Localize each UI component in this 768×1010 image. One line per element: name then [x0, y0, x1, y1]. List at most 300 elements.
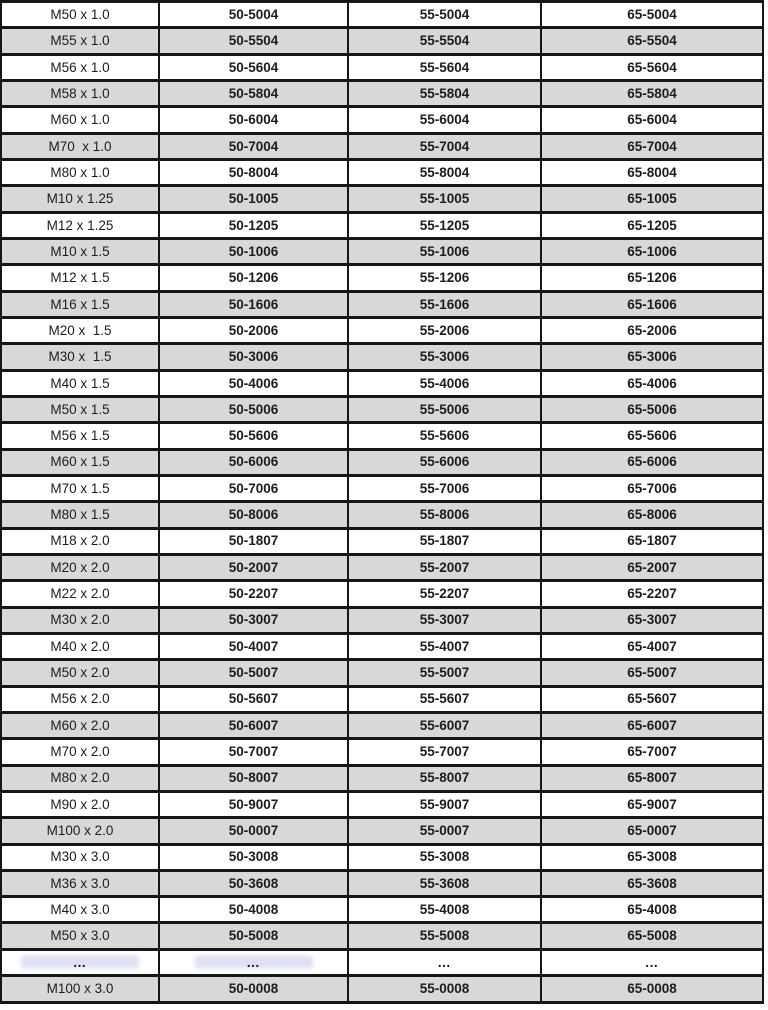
cell-text: 55-4008	[419, 902, 470, 918]
cell-text: M60 x 2.0	[50, 717, 110, 733]
cell-text: M56 x 1.0	[50, 59, 110, 75]
cell-text: 50-8006	[228, 507, 279, 523]
cell-text: 65-2006	[627, 322, 677, 338]
cell-text: 50-5606	[228, 428, 279, 444]
table-row	[1, 186, 763, 212]
cell-text: 50-1807	[228, 533, 279, 549]
part-number-65-cell	[541, 844, 763, 870]
part-number-65-cell	[541, 502, 763, 528]
cell-text: 50-5008	[228, 928, 279, 944]
cell-text: …	[437, 954, 452, 970]
table-row	[1, 396, 763, 422]
cell-text: M10 x 1.5	[50, 243, 110, 259]
cell-text: M16 x 1.5	[50, 296, 110, 312]
table-row	[1, 870, 763, 896]
thread-size-cell	[1, 159, 159, 185]
cell-text: 55-2207	[419, 586, 470, 602]
cell-text: 65-5007	[627, 665, 677, 681]
part-number-50-cell	[159, 870, 348, 896]
part-number-50-cell	[159, 581, 348, 607]
part-number-65-cell	[541, 54, 763, 80]
thread-size-cell	[1, 739, 159, 765]
part-number-65-cell	[541, 607, 763, 633]
part-number-55-cell	[348, 423, 541, 449]
thread-size-cell	[1, 712, 159, 738]
cell-text: 55-5504	[419, 33, 470, 49]
thread-size-cell	[1, 370, 159, 396]
cell-text: 65-5504	[627, 33, 677, 49]
part-number-55-cell	[348, 581, 541, 607]
table-row	[1, 28, 763, 54]
thread-size-cell	[1, 2, 159, 28]
part-number-55-cell	[348, 344, 541, 370]
part-number-65-cell	[541, 528, 763, 554]
part-number-50-cell	[159, 528, 348, 554]
cell-text: …	[246, 954, 261, 970]
cell-text: 55-5004	[419, 6, 470, 22]
part-number-65-cell	[541, 870, 763, 896]
part-number-50-cell	[159, 739, 348, 765]
cell-text: 50-5004	[228, 6, 279, 22]
part-number-50-cell	[159, 660, 348, 686]
part-number-50-cell	[159, 80, 348, 106]
table-row	[1, 133, 763, 159]
cell-text: 55-5008	[419, 928, 470, 944]
table-row	[1, 423, 763, 449]
part-number-65-cell	[541, 581, 763, 607]
part-number-50-cell	[159, 291, 348, 317]
cell-text: 65-1006	[627, 243, 677, 259]
cell-text: M70 x 2.0	[50, 744, 110, 760]
cell-text: 50-1006	[228, 243, 279, 259]
cell-text: 50-8007	[228, 770, 279, 786]
part-number-65-cell	[541, 2, 763, 28]
cell-text: M12 x 1.5	[50, 270, 110, 286]
part-number-65-cell	[541, 370, 763, 396]
cell-text: M20 x 2.0	[50, 559, 110, 575]
part-number-55-cell	[348, 686, 541, 712]
part-number-50-cell	[159, 475, 348, 501]
cell-text: 50-1206	[228, 270, 279, 286]
cell-text: 65-3608	[627, 875, 677, 891]
cell-text: M10 x 1.25	[46, 191, 114, 207]
thread-size-cell	[1, 502, 159, 528]
cell-text: 65-6006	[627, 454, 677, 470]
cell-text: 55-3608	[419, 875, 470, 891]
part-number-55-cell	[348, 317, 541, 343]
part-number-65-cell	[541, 712, 763, 738]
cell-text: 55-7006	[419, 480, 470, 496]
thread-size-cell	[1, 291, 159, 317]
table-row	[1, 554, 763, 580]
table-row	[1, 660, 763, 686]
cell-text: 65-5006	[627, 401, 677, 417]
part-number-55-cell	[348, 528, 541, 554]
part-number-50-cell	[159, 238, 348, 264]
cell-text: 50-2207	[228, 586, 279, 602]
cell-text: M50 x 1.0	[50, 6, 110, 22]
part-number-65-cell	[541, 159, 763, 185]
cell-text: M60 x 1.0	[50, 112, 110, 128]
cell-text: 50-0008	[228, 981, 279, 997]
cell-text: 50-4006	[228, 375, 279, 391]
thread-size-cell	[1, 475, 159, 501]
cell-text: 65-5804	[627, 85, 677, 101]
part-number-50-cell	[159, 897, 348, 923]
cell-text: 50-5604	[228, 59, 279, 75]
cell-text: M70 x 1.5	[50, 480, 110, 496]
part-number-65-cell	[541, 265, 763, 291]
part-number-65-cell	[541, 80, 763, 106]
cell-text: 55-8004	[419, 164, 470, 180]
part-number-50-cell	[159, 370, 348, 396]
cell-text: M80 x 2.0	[50, 770, 110, 786]
cell-text: …	[644, 954, 660, 970]
cell-text: 65-5607	[627, 691, 677, 707]
part-number-55-cell	[348, 660, 541, 686]
cell-text: 50-5007	[228, 665, 279, 681]
cell-text: M30 x 2.0	[50, 612, 110, 628]
table-row	[1, 791, 763, 817]
part-number-50-cell	[159, 976, 348, 1003]
cell-text: 50-7007	[228, 744, 279, 760]
part-number-65-cell	[541, 186, 763, 212]
part-number-65-cell	[541, 133, 763, 159]
cell-text: 55-4007	[419, 638, 470, 654]
part-number-50-cell	[159, 423, 348, 449]
thread-size-cell	[1, 528, 159, 554]
thread-size-cell	[1, 238, 159, 264]
part-number-65-cell	[541, 897, 763, 923]
part-number-55-cell	[348, 844, 541, 870]
table-row	[1, 607, 763, 633]
part-number-55-cell	[348, 133, 541, 159]
thread-size-cell	[1, 870, 159, 896]
part-number-65-cell	[541, 791, 763, 817]
part-number-55-cell	[348, 739, 541, 765]
cell-text: 55-8007	[419, 770, 470, 786]
part-number-55-cell	[348, 502, 541, 528]
part-number-50-cell	[159, 265, 348, 291]
part-number-65-cell	[541, 344, 763, 370]
table-row	[1, 449, 763, 475]
part-number-50-cell	[159, 133, 348, 159]
part-number-65-cell	[541, 660, 763, 686]
part-number-65-cell	[541, 449, 763, 475]
part-number-55-cell	[348, 923, 541, 949]
table-row	[1, 475, 763, 501]
table-row	[1, 581, 763, 607]
thread-size-cell	[1, 686, 159, 712]
cell-text: 65-2207	[627, 586, 677, 602]
cell-text: 55-7004	[419, 138, 470, 154]
cell-text: M12 x 1.25	[46, 217, 114, 233]
cell-text: M18 x 2.0	[50, 533, 110, 549]
cell-text: 50-5006	[228, 401, 279, 417]
part-number-50-cell	[159, 186, 348, 212]
part-number-50-cell	[159, 791, 348, 817]
cell-text: 65-0008	[627, 981, 677, 997]
cell-text: 55-1206	[419, 270, 470, 286]
part-number-65-cell	[541, 976, 763, 1003]
thread-size-cell	[1, 844, 159, 870]
part-number-55-cell	[348, 897, 541, 923]
part-number-50-cell	[159, 317, 348, 343]
cell-text: 65-9007	[627, 796, 677, 812]
part-number-55-cell	[348, 2, 541, 28]
cell-text: 65-2007	[627, 559, 677, 575]
part-number-55-cell	[348, 159, 541, 185]
part-number-55-cell	[348, 186, 541, 212]
table-row	[1, 2, 763, 28]
cell-text: M80 x 1.5	[50, 507, 110, 523]
thread-size-cell	[1, 976, 159, 1003]
ellipsis-row	[1, 949, 763, 975]
cell-text: 50-6004	[228, 112, 279, 128]
part-number-55-cell	[348, 370, 541, 396]
cell-text: 50-5504	[228, 33, 279, 49]
table-row	[1, 818, 763, 844]
part-number-50-cell	[159, 107, 348, 133]
part-number-50-cell	[159, 633, 348, 659]
cell-text: 55-6006	[419, 454, 470, 470]
table-row	[1, 317, 763, 343]
table-row	[1, 159, 763, 185]
part-number-50-cell	[159, 159, 348, 185]
table-row	[1, 265, 763, 291]
cell-text: M20 x 1.5	[48, 322, 112, 338]
cell-text: 65-8007	[627, 770, 677, 786]
table-row	[1, 686, 763, 712]
table-row	[1, 291, 763, 317]
cell-text: 50-9007	[228, 796, 279, 812]
part-number-50-cell	[159, 923, 348, 949]
cell-text: 50-3008	[228, 849, 279, 865]
part-number-65-cell	[541, 317, 763, 343]
part-number-50-cell	[159, 502, 348, 528]
cell-text: M100 x 3.0	[46, 981, 114, 997]
part-number-65-cell	[541, 554, 763, 580]
thread-size-cell	[1, 54, 159, 80]
part-number-55-cell	[348, 291, 541, 317]
cell-text: M70 x 1.0	[48, 138, 112, 154]
table-row	[1, 80, 763, 106]
table-row	[1, 212, 763, 238]
cell-text: M56 x 2.0	[50, 691, 110, 707]
table-row	[1, 54, 763, 80]
thread-size-cell	[1, 317, 159, 343]
thread-size-cell	[1, 396, 159, 422]
thread-size-cell	[1, 897, 159, 923]
thread-size-cell	[1, 107, 159, 133]
cell-text: 50-1205	[228, 217, 279, 233]
part-number-55-cell	[348, 633, 541, 659]
part-number-50-cell	[159, 949, 348, 975]
thread-size-cell	[1, 423, 159, 449]
cell-text: 50-2007	[228, 559, 279, 575]
part-number-65-cell	[541, 291, 763, 317]
thread-size-cell	[1, 186, 159, 212]
part-number-50-cell	[159, 2, 348, 28]
cell-text: 65-3006	[627, 349, 677, 365]
cell-text: M100 x 2.0	[46, 823, 114, 839]
cell-text: 65-8004	[627, 164, 677, 180]
part-number-55-cell	[348, 554, 541, 580]
part-number-50-cell	[159, 54, 348, 80]
part-number-55-cell	[348, 607, 541, 633]
table-row	[1, 528, 763, 554]
thread-size-cell	[1, 581, 159, 607]
cell-text: M40 x 1.5	[50, 375, 110, 391]
part-number-55-cell	[348, 54, 541, 80]
part-number-65-cell	[541, 107, 763, 133]
cell-text: 65-1206	[627, 270, 677, 286]
cell-text: 50-2006	[228, 322, 279, 338]
cell-text: 65-0007	[627, 823, 677, 839]
part-number-50-cell	[159, 844, 348, 870]
cell-text: M40 x 3.0	[50, 902, 110, 918]
cell-text: 55-8006	[419, 507, 470, 523]
cell-text: 55-0008	[419, 981, 470, 997]
part-number-55-cell	[348, 976, 541, 1003]
cell-text: 55-7007	[419, 744, 470, 760]
cell-text: 55-5607	[419, 691, 470, 707]
cell-text: M22 x 2.0	[50, 586, 110, 602]
cell-text: 55-4006	[419, 375, 470, 391]
thread-size-cell	[1, 791, 159, 817]
part-number-50-cell	[159, 765, 348, 791]
cell-text: 65-7004	[627, 138, 677, 154]
thread-size-cell	[1, 923, 159, 949]
table-row	[1, 976, 763, 1003]
cell-text: 65-4006	[627, 375, 677, 391]
cell-text: 55-9007	[419, 796, 470, 812]
part-number-50-cell	[159, 686, 348, 712]
cell-text: 50-6006	[228, 454, 279, 470]
cell-text: 65-5606	[627, 428, 677, 444]
cell-text: 65-5604	[627, 59, 677, 75]
cell-text: 55-3007	[419, 612, 470, 628]
part-number-65-cell	[541, 765, 763, 791]
cell-text: 50-4007	[228, 638, 279, 654]
part-number-55-cell	[348, 238, 541, 264]
cell-text: 65-1005	[627, 191, 677, 207]
part-number-65-cell	[541, 423, 763, 449]
thread-size-cell	[1, 133, 159, 159]
part-number-65-cell	[541, 633, 763, 659]
part-number-55-cell	[348, 396, 541, 422]
thread-size-cell	[1, 80, 159, 106]
part-number-65-cell	[541, 818, 763, 844]
cell-text: 65-6004	[627, 112, 677, 128]
part-number-65-cell	[541, 739, 763, 765]
cell-text: 50-8004	[228, 164, 279, 180]
thread-size-cell	[1, 765, 159, 791]
table-row	[1, 923, 763, 949]
table-row	[1, 107, 763, 133]
cell-text: 65-4007	[627, 638, 677, 654]
part-number-50-cell	[159, 28, 348, 54]
cell-text: 65-7007	[627, 744, 677, 760]
cell-text: 55-5007	[419, 665, 470, 681]
thread-size-cell	[1, 660, 159, 686]
cell-text: 65-3007	[627, 612, 677, 628]
thread-size-cell	[1, 949, 159, 975]
cell-text: 50-5804	[228, 85, 279, 101]
cell-text: M40 x 2.0	[50, 638, 110, 654]
cell-text: M80 x 1.0	[50, 164, 110, 180]
table-row	[1, 344, 763, 370]
cell-text: …	[72, 954, 88, 970]
cell-text: 55-2007	[419, 559, 470, 575]
table-row	[1, 765, 763, 791]
part-number-55-cell	[348, 449, 541, 475]
cell-text: 55-0007	[419, 823, 470, 839]
table-row	[1, 739, 763, 765]
table-row	[1, 370, 763, 396]
cell-text: 65-4008	[627, 902, 677, 918]
cell-text: 50-3006	[228, 349, 279, 365]
cell-text: 55-3008	[419, 849, 470, 865]
thread-size-cell	[1, 212, 159, 238]
part-number-50-cell	[159, 607, 348, 633]
part-number-55-cell	[348, 818, 541, 844]
table-row	[1, 238, 763, 264]
cell-text: 65-6007	[627, 717, 677, 733]
cell-text: 55-1205	[419, 217, 470, 233]
cell-text: 50-1005	[228, 191, 279, 207]
cell-text: 55-1006	[419, 243, 470, 259]
cell-text: 65-1807	[627, 533, 677, 549]
part-number-55-cell	[348, 765, 541, 791]
part-number-50-cell	[159, 818, 348, 844]
cell-text: 65-8006	[627, 507, 677, 523]
cell-text: M56 x 1.5	[50, 428, 110, 444]
part-number-65-cell	[541, 212, 763, 238]
thread-size-cell	[1, 449, 159, 475]
cell-text: M30 x 1.5	[48, 349, 112, 365]
cell-text: 55-5006	[419, 401, 470, 417]
part-number-65-cell	[541, 28, 763, 54]
part-number-55-cell	[348, 28, 541, 54]
cell-text: 50-7004	[228, 138, 279, 154]
cell-text: M36 x 3.0	[50, 875, 110, 891]
part-number-50-cell	[159, 554, 348, 580]
cell-text: M90 x 2.0	[50, 796, 110, 812]
part-number-55-cell	[348, 870, 541, 896]
cell-text: 55-6004	[419, 112, 470, 128]
thread-size-cell	[1, 818, 159, 844]
cell-text: 50-3608	[228, 875, 279, 891]
cell-text: 50-6007	[228, 717, 279, 733]
cell-text: 55-2006	[419, 322, 470, 338]
part-number-55-cell	[348, 712, 541, 738]
cell-text: 50-4008	[228, 902, 279, 918]
part-number-65-cell	[541, 475, 763, 501]
part-number-55-cell	[348, 791, 541, 817]
thread-size-cell	[1, 554, 159, 580]
cell-text: 55-1005	[419, 191, 470, 207]
part-number-50-cell	[159, 344, 348, 370]
cell-text: 55-5604	[419, 59, 470, 75]
part-number-65-cell	[541, 923, 763, 949]
cell-text: 50-3007	[228, 612, 279, 628]
cell-text: 65-1205	[627, 217, 677, 233]
cell-text: M50 x 2.0	[50, 665, 110, 681]
part-number-65-cell	[541, 238, 763, 264]
part-number-50-cell	[159, 212, 348, 238]
part-number-50-cell	[159, 396, 348, 422]
